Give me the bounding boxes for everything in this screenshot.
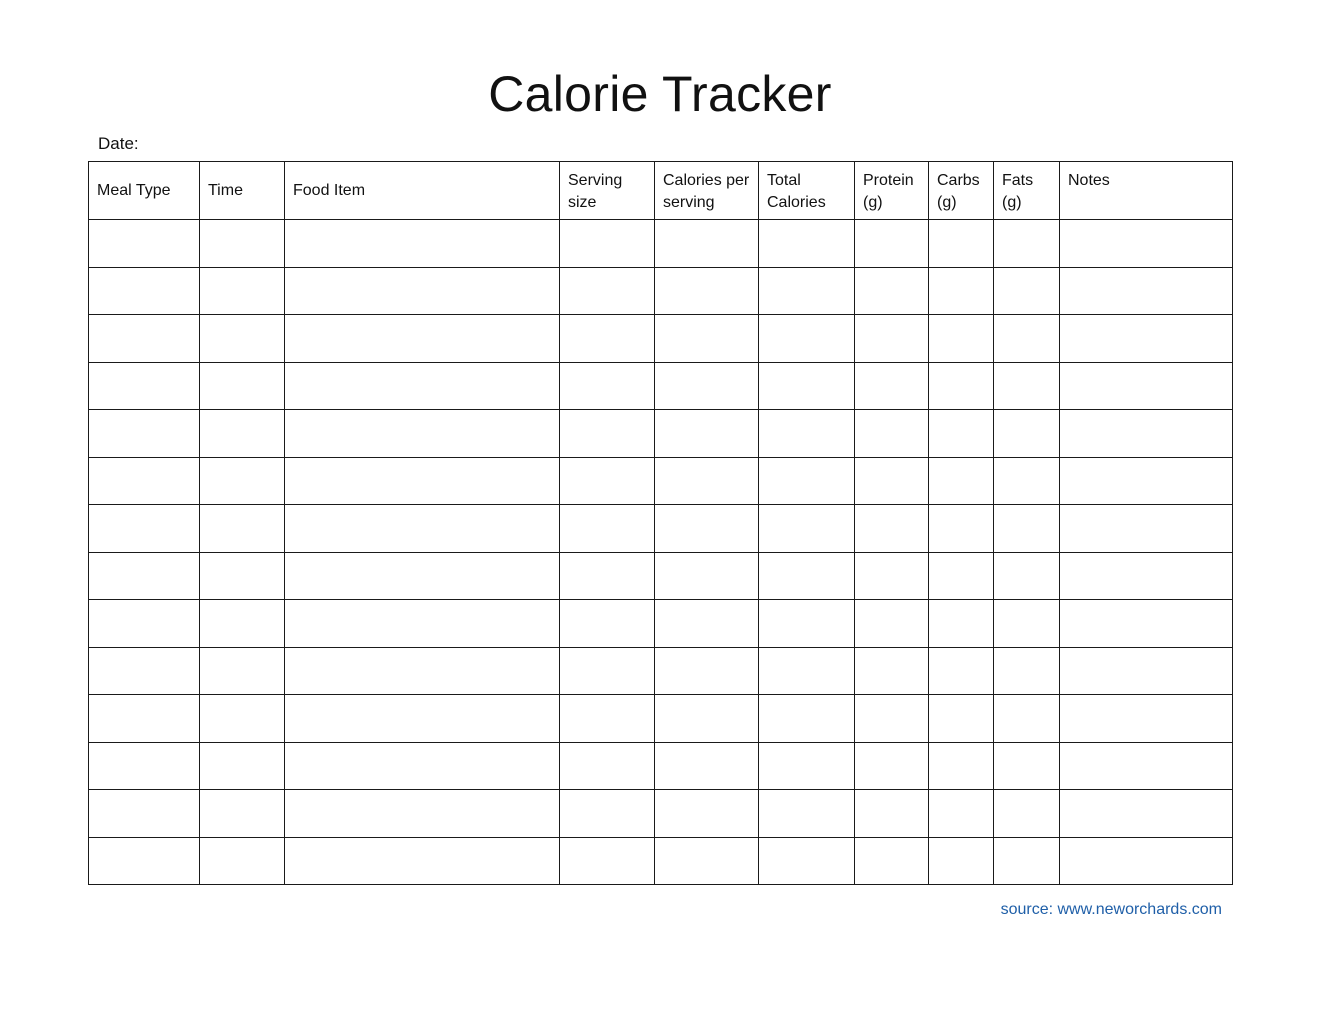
cell-food-item[interactable] [285, 457, 560, 505]
cell-total-calories[interactable] [759, 837, 855, 885]
cell-total-calories[interactable] [759, 647, 855, 695]
cell-fats[interactable] [994, 505, 1060, 553]
cell-protein[interactable] [855, 220, 929, 268]
header-calories-per-serving: Calories per serving [655, 162, 759, 220]
cell-meal-type[interactable] [89, 695, 200, 743]
cell-meal-type[interactable] [89, 220, 200, 268]
cell-carbs[interactable] [929, 315, 994, 363]
table-row [89, 457, 1233, 505]
cell-protein[interactable] [855, 600, 929, 648]
cell-carbs[interactable] [929, 267, 994, 315]
cell-time[interactable] [200, 552, 285, 600]
cell-meal-type[interactable] [89, 790, 200, 838]
cell-total-calories[interactable] [759, 552, 855, 600]
cell-serving-size[interactable] [560, 362, 655, 410]
cell-carbs[interactable] [929, 552, 994, 600]
cell-food-item[interactable] [285, 552, 560, 600]
cell-total-calories[interactable] [759, 410, 855, 458]
cell-fats[interactable] [994, 790, 1060, 838]
cell-carbs[interactable] [929, 220, 994, 268]
cell-time[interactable] [200, 362, 285, 410]
cell-time[interactable] [200, 837, 285, 885]
header-serving-size: Serving size [560, 162, 655, 220]
cell-notes[interactable] [1060, 220, 1233, 268]
cell-fats[interactable] [994, 647, 1060, 695]
cell-time[interactable] [200, 315, 285, 363]
cell-protein[interactable] [855, 505, 929, 553]
date-label: Date: [98, 134, 139, 153]
table-row [89, 790, 1233, 838]
cell-time[interactable] [200, 267, 285, 315]
cell-calories-per-serving[interactable] [655, 837, 759, 885]
cell-notes[interactable] [1060, 410, 1233, 458]
cell-food-item[interactable] [285, 410, 560, 458]
cell-food-item[interactable] [285, 267, 560, 315]
cell-carbs[interactable] [929, 647, 994, 695]
cell-notes[interactable] [1060, 790, 1233, 838]
cell-total-calories[interactable] [759, 742, 855, 790]
cell-fats[interactable] [994, 457, 1060, 505]
cell-serving-size[interactable] [560, 695, 655, 743]
cell-calories-per-serving[interactable] [655, 267, 759, 315]
cell-meal-type[interactable] [89, 410, 200, 458]
header-time: Time [200, 162, 285, 220]
header-protein: Protein (g) [855, 162, 929, 220]
table-row [89, 220, 1233, 268]
cell-calories-per-serving[interactable] [655, 552, 759, 600]
cell-serving-size[interactable] [560, 410, 655, 458]
cell-serving-size[interactable] [560, 790, 655, 838]
cell-food-item[interactable] [285, 647, 560, 695]
cell-calories-per-serving[interactable] [655, 742, 759, 790]
cell-protein[interactable] [855, 410, 929, 458]
table-row [89, 505, 1233, 553]
cell-food-item[interactable] [285, 315, 560, 363]
cell-meal-type[interactable] [89, 362, 200, 410]
source-credit: source: www.neworchards.com [1000, 901, 1222, 918]
cell-fats[interactable] [994, 220, 1060, 268]
cell-time[interactable] [200, 790, 285, 838]
cell-time[interactable] [200, 647, 285, 695]
cell-food-item[interactable] [285, 742, 560, 790]
cell-calories-per-serving[interactable] [655, 647, 759, 695]
cell-calories-per-serving[interactable] [655, 220, 759, 268]
table-header-row [89, 162, 1233, 220]
cell-notes[interactable] [1060, 457, 1233, 505]
cell-fats[interactable] [994, 837, 1060, 885]
table-row [89, 837, 1233, 885]
cell-serving-size[interactable] [560, 505, 655, 553]
calorie-tracker-table [88, 161, 1233, 885]
table-row [89, 695, 1233, 743]
cell-protein[interactable] [855, 742, 929, 790]
cell-notes[interactable] [1060, 695, 1233, 743]
cell-serving-size[interactable] [560, 220, 655, 268]
cell-meal-type[interactable] [89, 647, 200, 695]
cell-fats[interactable] [994, 410, 1060, 458]
cell-carbs[interactable] [929, 790, 994, 838]
cell-total-calories[interactable] [759, 362, 855, 410]
cell-total-calories[interactable] [759, 790, 855, 838]
cell-meal-type[interactable] [89, 837, 200, 885]
cell-total-calories[interactable] [759, 505, 855, 553]
cell-fats[interactable] [994, 267, 1060, 315]
header-meal-type: Meal Type [89, 162, 200, 220]
cell-carbs[interactable] [929, 410, 994, 458]
cell-total-calories[interactable] [759, 315, 855, 363]
cell-calories-per-serving[interactable] [655, 695, 759, 743]
cell-meal-type[interactable] [89, 552, 200, 600]
cell-food-item[interactable] [285, 790, 560, 838]
cell-fats[interactable] [994, 742, 1060, 790]
cell-serving-size[interactable] [560, 267, 655, 315]
table-row [89, 267, 1233, 315]
cell-total-calories[interactable] [759, 457, 855, 505]
cell-carbs[interactable] [929, 695, 994, 743]
cell-fats[interactable] [994, 600, 1060, 648]
cell-total-calories[interactable] [759, 267, 855, 315]
cell-serving-size[interactable] [560, 552, 655, 600]
cell-total-calories[interactable] [759, 220, 855, 268]
cell-calories-per-serving[interactable] [655, 315, 759, 363]
cell-serving-size[interactable] [560, 457, 655, 505]
cell-serving-size[interactable] [560, 315, 655, 363]
cell-notes[interactable] [1060, 362, 1233, 410]
header-fats: Fats (g) [994, 162, 1060, 220]
cell-carbs[interactable] [929, 837, 994, 885]
cell-calories-per-serving[interactable] [655, 362, 759, 410]
cell-carbs[interactable] [929, 505, 994, 553]
cell-fats[interactable] [994, 315, 1060, 363]
header-food-item: Food Item [285, 162, 560, 220]
cell-serving-size[interactable] [560, 647, 655, 695]
cell-calories-per-serving[interactable] [655, 790, 759, 838]
cell-protein[interactable] [855, 552, 929, 600]
cell-meal-type[interactable] [89, 742, 200, 790]
cell-carbs[interactable] [929, 362, 994, 410]
cell-notes[interactable] [1060, 267, 1233, 315]
cell-total-calories[interactable] [759, 600, 855, 648]
cell-protein[interactable] [855, 695, 929, 743]
table-row [89, 600, 1233, 648]
cell-protein[interactable] [855, 267, 929, 315]
cell-notes[interactable] [1060, 600, 1233, 648]
cell-food-item[interactable] [285, 362, 560, 410]
cell-meal-type[interactable] [89, 315, 200, 363]
cell-time[interactable] [200, 505, 285, 553]
cell-notes[interactable] [1060, 315, 1233, 363]
cell-carbs[interactable] [929, 457, 994, 505]
cell-meal-type[interactable] [89, 457, 200, 505]
cell-meal-type[interactable] [89, 267, 200, 315]
cell-food-item[interactable] [285, 505, 560, 553]
cell-notes[interactable] [1060, 552, 1233, 600]
cell-time[interactable] [200, 220, 285, 268]
cell-notes[interactable] [1060, 837, 1233, 885]
header-carbs: Carbs (g) [929, 162, 994, 220]
cell-calories-per-serving[interactable] [655, 457, 759, 505]
cell-time[interactable] [200, 600, 285, 648]
table-row [89, 647, 1233, 695]
cell-food-item[interactable] [285, 600, 560, 648]
cell-food-item[interactable] [285, 220, 560, 268]
cell-time[interactable] [200, 695, 285, 743]
table-body [89, 220, 1233, 885]
cell-time[interactable] [200, 410, 285, 458]
cell-food-item[interactable] [285, 837, 560, 885]
cell-notes[interactable] [1060, 647, 1233, 695]
cell-serving-size[interactable] [560, 742, 655, 790]
cell-protein[interactable] [855, 315, 929, 363]
cell-meal-type[interactable] [89, 600, 200, 648]
cell-fats[interactable] [994, 695, 1060, 743]
table-row [89, 362, 1233, 410]
cell-meal-type[interactable] [89, 505, 200, 553]
table-row [89, 742, 1233, 790]
cell-total-calories[interactable] [759, 695, 855, 743]
page-title: Calorie Tracker [488, 66, 832, 122]
cell-serving-size[interactable] [560, 837, 655, 885]
cell-serving-size[interactable] [560, 600, 655, 648]
header-notes: Notes [1060, 162, 1233, 220]
cell-time[interactable] [200, 742, 285, 790]
cell-fats[interactable] [994, 362, 1060, 410]
cell-calories-per-serving[interactable] [655, 600, 759, 648]
cell-protein[interactable] [855, 362, 929, 410]
cell-fats[interactable] [994, 552, 1060, 600]
cell-protein[interactable] [855, 837, 929, 885]
cell-food-item[interactable] [285, 695, 560, 743]
table-row [89, 315, 1233, 363]
cell-protein[interactable] [855, 457, 929, 505]
cell-notes[interactable] [1060, 742, 1233, 790]
table-row [89, 410, 1233, 458]
cell-calories-per-serving[interactable] [655, 505, 759, 553]
cell-protein[interactable] [855, 647, 929, 695]
cell-carbs[interactable] [929, 742, 994, 790]
cell-carbs[interactable] [929, 600, 994, 648]
header-total-calories: Total Calories [759, 162, 855, 220]
cell-notes[interactable] [1060, 505, 1233, 553]
cell-protein[interactable] [855, 790, 929, 838]
cell-time[interactable] [200, 457, 285, 505]
table-row [89, 552, 1233, 600]
cell-calories-per-serving[interactable] [655, 410, 759, 458]
